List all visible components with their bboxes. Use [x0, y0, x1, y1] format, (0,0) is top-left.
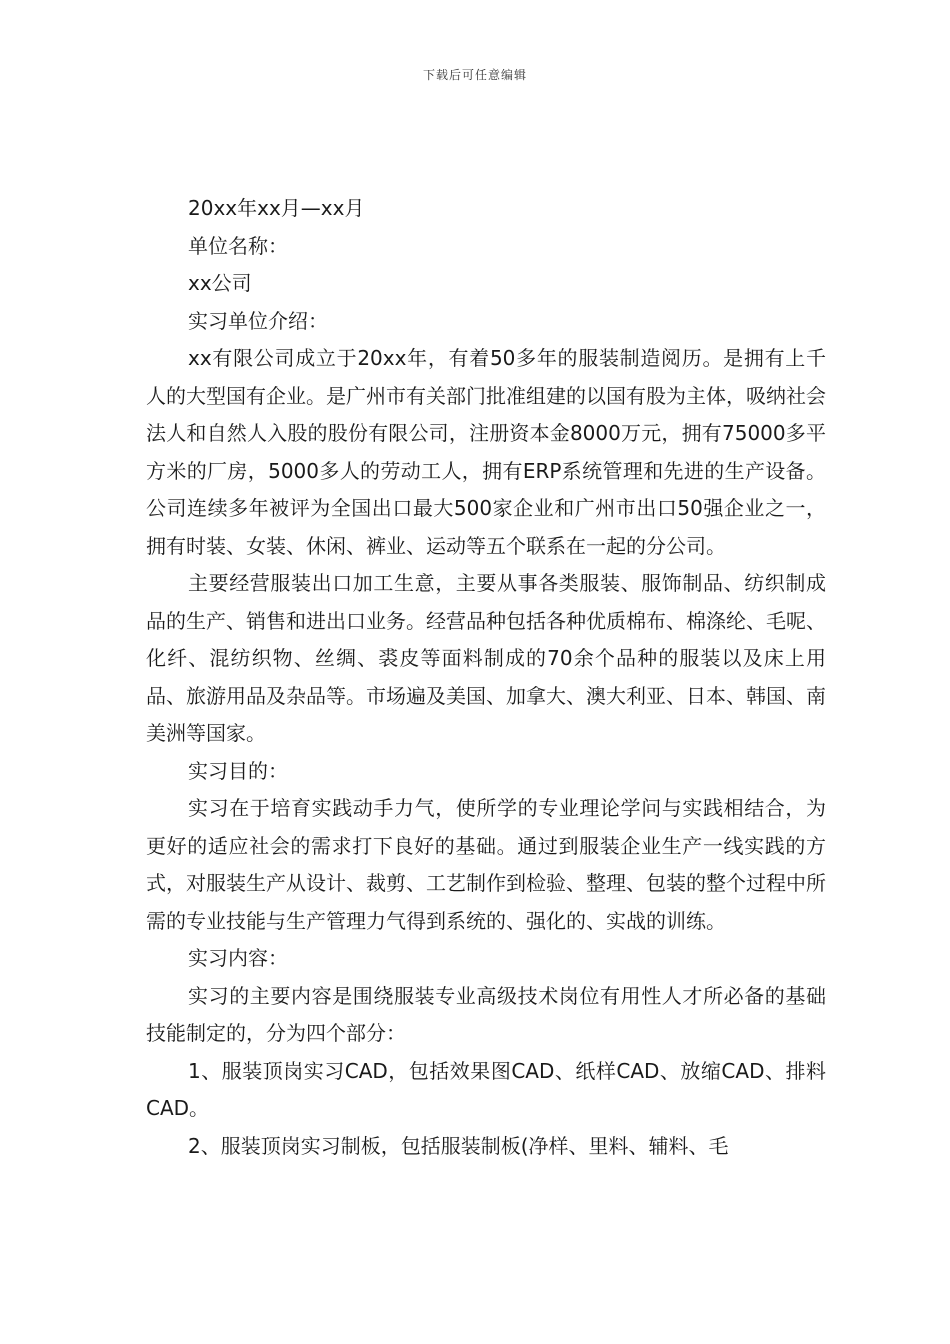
- unit-name-value: xx公司: [188, 271, 252, 295]
- unit-intro-paragraph-2: 主要经营服装出口加工生意，主要从事各类服装、服饰制品、纺织制成品的生产、销售和进出口业务。经营品种包括各种优质棉布、棉涤纶、毛呢、化纤、混纺织物、丝绸、裘皮等面料制成的70余个品种的服装以及床上用品、旅游用品及杂品等。市场遍及美国、加拿大、澳大利亚、日本、韩国、南美洲等国家。: [146, 571, 826, 745]
- unit-name-label: 单位名称：: [188, 233, 288, 258]
- purpose-paragraph: 实习在于培育实践动手力气，使所学的专业理论学问与实践相结合，为更好的适应社会的需求打下良好的基础。通过到服装企业生产一线实践的方式，对服装生产从设计、裁剪、工艺制作到检验、整理、包装的整个过程中所需的专业技能与生产管理力气得到系统的、强化的、实战的训练。: [146, 796, 826, 933]
- content-item-2: 2、服装顶岗实习制板，包括服装制板(净样、里料、辅料、毛: [188, 1133, 729, 1158]
- content-paragraph: 实习的主要内容是围绕服装专业高级技术岗位有用性人才所必备的基础技能制定的，分为四个部分：: [146, 983, 826, 1045]
- content-heading: 实习内容：: [188, 946, 288, 970]
- purpose-heading: 实习目的：: [188, 758, 288, 783]
- content-item-1: 1、服装顶岗实习CAD，包括效果图CAD、纸样CAD、放缩CAD、排料CAD。: [146, 1058, 826, 1120]
- document-body: [146, 190, 826, 1165]
- unit-intro-heading: 实习单位介绍：: [188, 308, 328, 333]
- date-range-line: 20xx年xx月—xx月: [188, 196, 365, 220]
- page-header-note: 下载后可任意编辑: [422, 68, 527, 82]
- unit-intro-paragraph-1: xx有限公司成立于20xx年，有着50多年的服装制造阅历。是拥有上千人的大型国有企业。是广州市有关部门批准组建的以国有股为主体，吸纳社会法人和自然人入股的股份有限公司，注册资本金8000万元，拥有75000多平方米的厂房，5000多人的劳动工人，拥有ERP系统管理和先进的生产设备。公司连续多年被评为全国出口最大500家企业和广州市出口50强企业之一，拥有时装、女装、休闲、裤业、运动等五个联系在一起的分公司。: [146, 346, 826, 558]
